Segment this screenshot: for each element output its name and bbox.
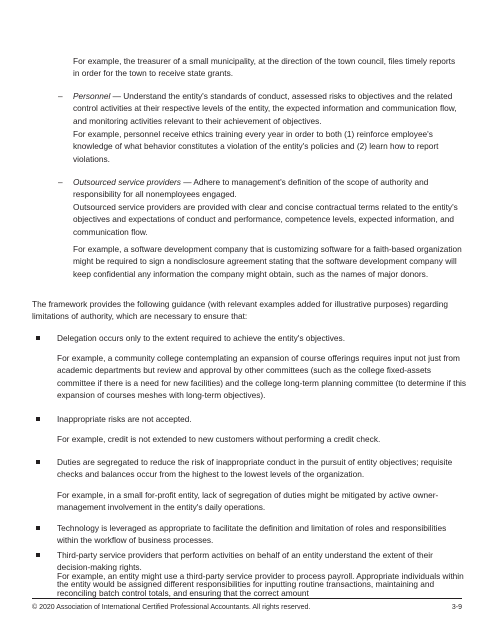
dash-item-term: Outsourced service providers xyxy=(73,177,181,187)
bullet-text: Third-party service providers that perform activities on behalf of an entity understand the extent of their decision-making rights. xyxy=(57,550,433,573)
bullet-marker xyxy=(36,553,40,557)
bullet-marker xyxy=(36,417,40,421)
bullet-item-risks xyxy=(36,413,466,425)
bullet-item-delegation xyxy=(36,332,466,344)
bullet-example-delegation: For example, a community college contemplating an expansion of course offerings requires input not just from academic departments but review and approval by other committees (such as the college fixed-assets committee if there is a need for new facilities) and the college long-term planning committee (to determine if this expansion of courses meshes with long-term objectives). xyxy=(57,353,467,401)
dash-marker: – xyxy=(58,91,63,101)
outsourced-example: For example, a software development company that is customizing software for a faith-based organization might be required to sign a nondisclosure agreement stating that the software development company will keep confidential any information the company might obtain, such as the names of major donors. xyxy=(73,244,462,279)
framework-paragraph: The framework provides the following guidance (with relevant examples added for illustrative purposes) regarding limitations of authority, which are necessary to ensure that: xyxy=(32,299,448,322)
bullet-text: Inappropriate risks are not accepted. xyxy=(57,414,192,424)
bullet-marker xyxy=(36,526,40,530)
bullet-item-duties xyxy=(36,456,466,481)
bullet-text: Delegation occurs only to the extent required to achieve the entity's objectives. xyxy=(57,333,345,343)
personnel-example: For example, personnel receive ethics training every year in order to both (1) reinforce employee's knowledge of what behavior constitutes a violation of the entity's policies and (2) learn how to report violations. xyxy=(73,129,439,164)
bullet-marker xyxy=(36,460,40,464)
bullet-example-risks: For example, credit is not extended to new customers without performing a credit check. xyxy=(57,434,381,444)
bullet-item-technology xyxy=(36,522,466,547)
bullet-example-duties: For example, in a small for-profit entity, lack of segregation of duties might be mitigated by active owner-management involvement in the entity's daily operations. xyxy=(57,490,439,513)
footer-copyright: © 2020 Association of International Certified Professional Accountants. All rights reserved. xyxy=(32,604,311,611)
dash-item-personnel xyxy=(58,90,468,127)
dash-item-outsourced xyxy=(58,176,468,201)
bullet-text: Duties are segregated to reduce the risk of inappropriate conduct in the pursuit of entity objectives; requisite checks and balances occur from the highest to the lowest levels of the organization. xyxy=(57,457,453,480)
bullet-text: Technology is leveraged as appropriate to facilitate the definition and limitation of roles and responsibilities within the workflow of business processes. xyxy=(57,523,447,546)
bullet-example-third-party: For example, an entity might use a third-party service provider to process payroll. Appropriate individuals within the entity would be assigned different responsibilities for inputting routine transactions, maintaining and reconciling batch control totals, and ensuring that the correct amount xyxy=(57,571,464,598)
top-example: For example, the treasurer of a small municipality, at the direction of the town council, files timely reports in order for the town to receive state grants. xyxy=(73,56,456,79)
bullet-marker xyxy=(36,336,40,340)
outsourced-description: Outsourced service providers are provided with clear and concise contractual terms related to the entity's objectives and expectations of conduct and performance, competence levels, expected information, and communication flow. xyxy=(73,202,458,237)
dash-item-body: — Understand the entity's standards of conduct, assessed risks to objectives and the related control activities at their respective levels of the entity, the expected information and communication flow, and monitoring activities relevant to their achievement of objectives. xyxy=(73,91,457,126)
dash-item-term: Personnel xyxy=(73,91,111,101)
dash-marker: – xyxy=(58,177,63,187)
dash-item-text xyxy=(73,176,468,201)
dash-item-text xyxy=(73,90,468,127)
footer-page-number: 3-9 xyxy=(451,604,462,611)
dash-item-body: — Adhere to management's definition of the scope of authority and responsibility for all nonemployees engaged. xyxy=(73,177,429,200)
footer-divider xyxy=(32,598,462,599)
